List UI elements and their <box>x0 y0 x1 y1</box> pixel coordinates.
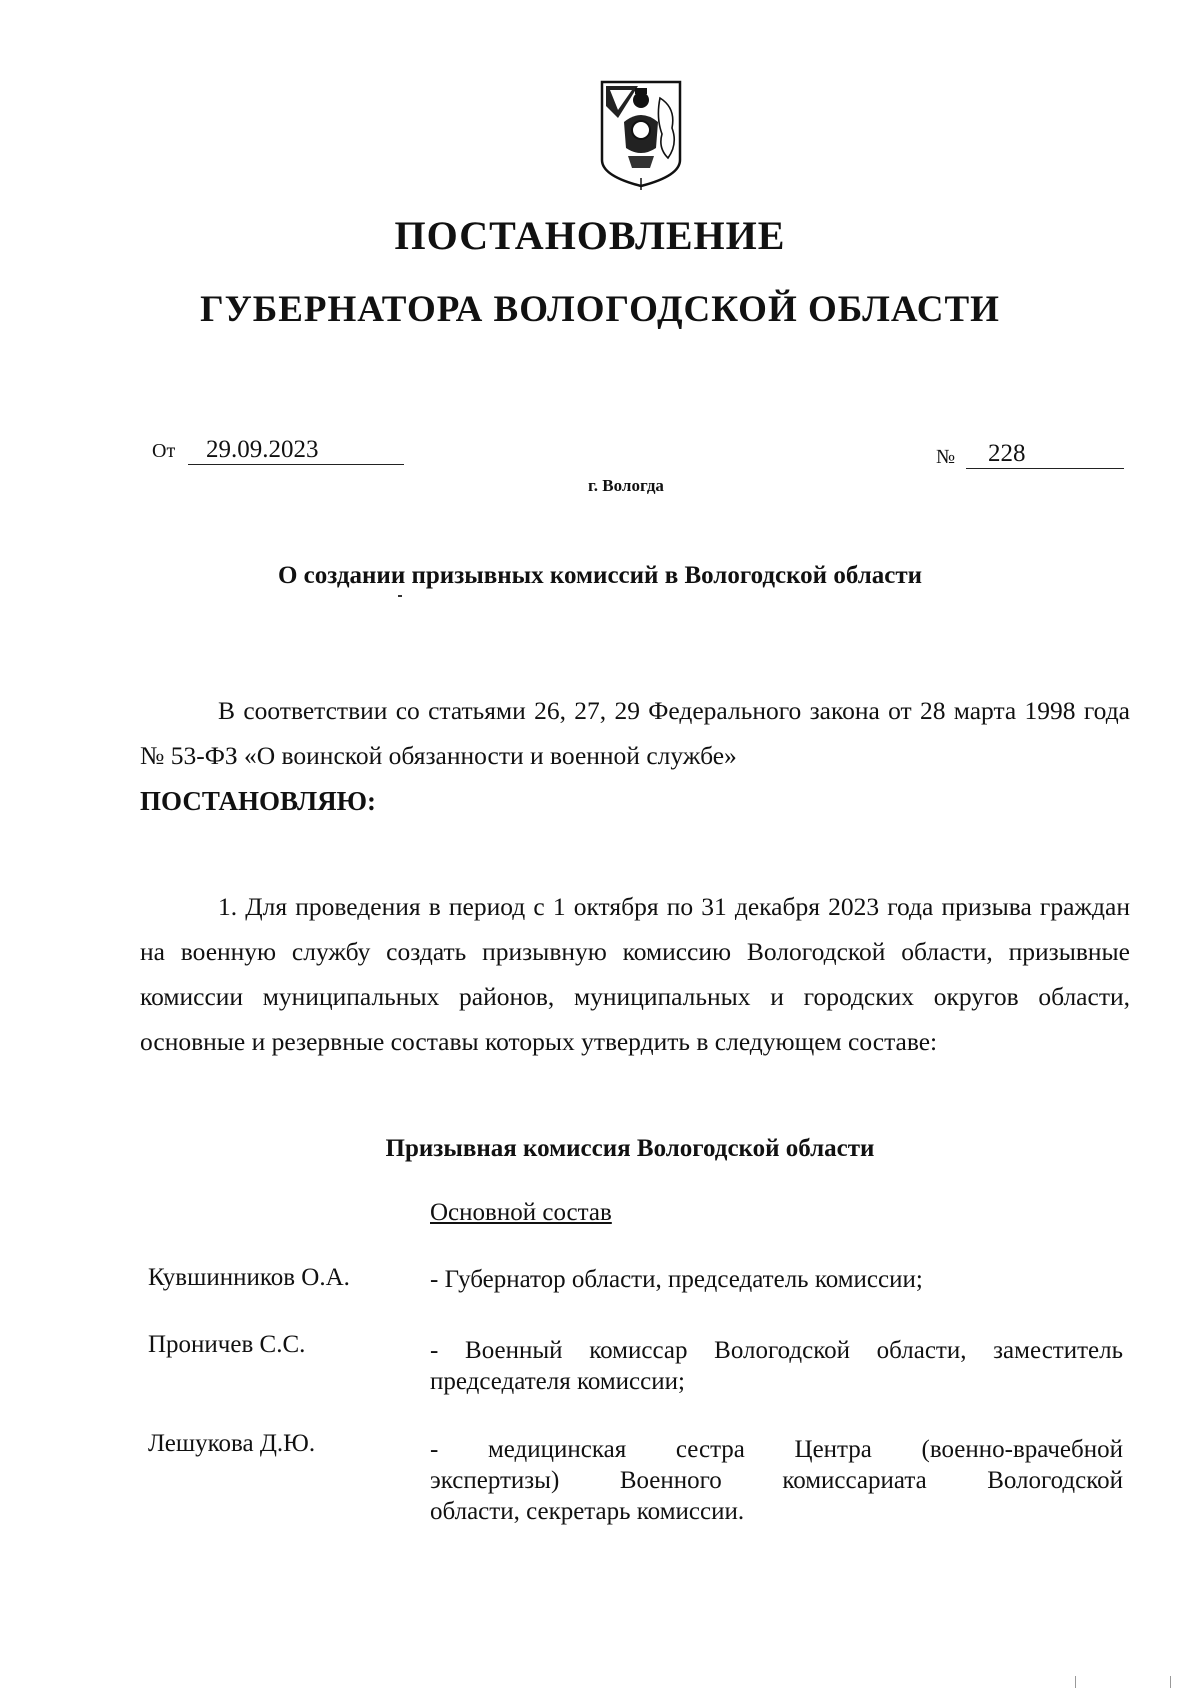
coat-of-arms-icon <box>598 78 684 190</box>
member-role-line: председателя комиссии; <box>430 1368 685 1395</box>
member-role-line: экспертизы) Военного комиссариата Вологодской <box>430 1467 1123 1494</box>
member-role-line: - Военный комиссар Вологодской области, заместитель <box>430 1337 1123 1364</box>
member-name: Проничев С.С. <box>148 1331 306 1358</box>
member-name: Лешукова Д.Ю. <box>148 1430 316 1457</box>
point-1-paragraph: 1. Для проведения в период с 1 октября по 31 декабря 2023 года призыва граждан на военную службу создать призывную комиссию Вологодской области, призывные комиссии муниципальных районов, муниципальных и городских округов области, основные и резервные составы которых утвердить в следующем составе: <box>140 892 1130 1056</box>
scan-mark <box>1075 1676 1076 1688</box>
decree-heading: ПОСТАНОВЛЯЮ: <box>140 786 376 816</box>
date-prefix: От <box>152 440 176 462</box>
document-date: 29.09.2023 <box>188 436 404 465</box>
composition-label: Основной состав <box>430 1199 612 1226</box>
member-name: Кувшинников О.А. <box>148 1264 350 1291</box>
document-subject: О создании призывных комиссий в Вологодской области <box>277 562 923 589</box>
document-title: ПОСТАНОВЛЕНИЕ <box>394 213 786 258</box>
intro-paragraph: В соответствии со статьями 26, 27, 29 Федерального закона от 28 марта 1998 года № 53-ФЗ «О воинской обязанности и военной службе» <box>140 696 1130 770</box>
document-subtitle: ГУБЕРНАТОРА ВОЛОГОДСКОЙ ОБЛАСТИ <box>200 289 1000 330</box>
number-prefix: № <box>936 446 956 468</box>
scan-mark <box>1170 1676 1171 1688</box>
member-role-line: области, секретарь комиссии. <box>430 1498 745 1525</box>
member-role: - Губернатор области, председатель комиссии; <box>430 1266 923 1293</box>
member-role-line: - медицинская сестра Центра (военно-врачебной <box>430 1436 1123 1463</box>
document-number: 228 <box>966 440 1124 469</box>
commission-title: Призывная комиссия Вологодской области <box>385 1135 875 1162</box>
scan-speck <box>398 595 402 597</box>
city: г. Вологда <box>588 476 664 495</box>
